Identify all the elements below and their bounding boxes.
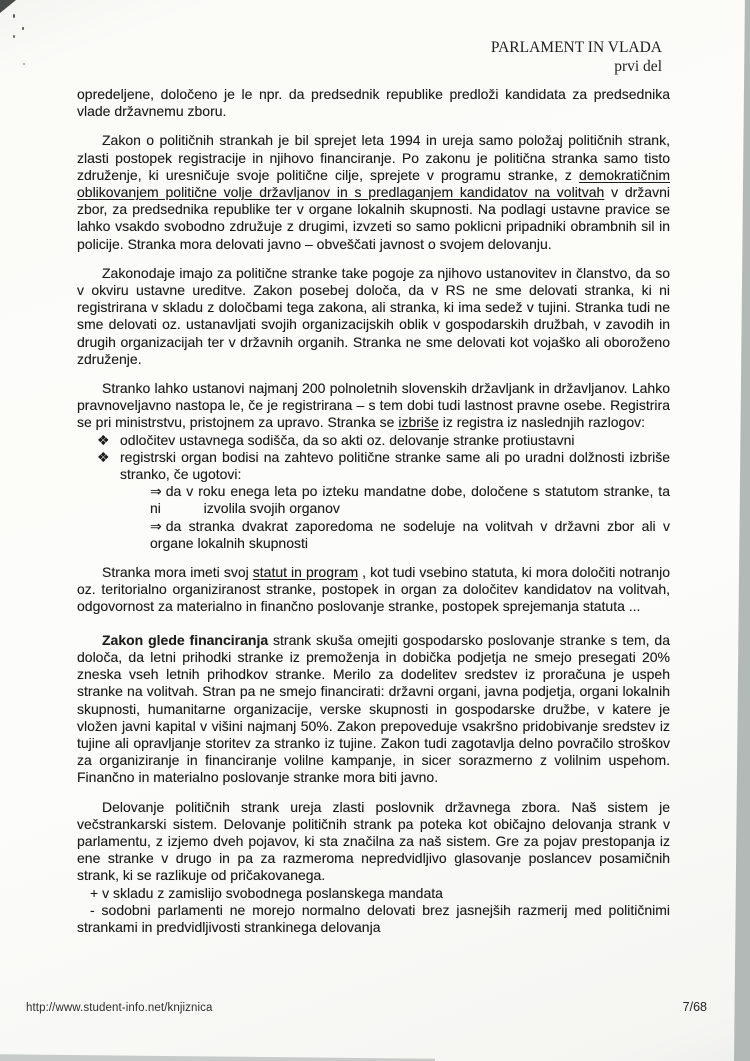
underlined-segment: izbriše [398, 414, 439, 431]
paragraph-intro-continuation: opredeljene, določeno je le npr. da predsednik republike predloži kandidata za predsednika vlade državnemu zboru. [77, 86, 670, 120]
scan-right-edge-artifact [733, 0, 750, 1061]
diamond-bullet-icon: ❖ [97, 431, 110, 448]
text-segment: iz registra iz naslednjih razlogov: [438, 414, 646, 431]
document-part-label: prvi del [614, 58, 662, 75]
underlined-segment: statut in program [252, 564, 359, 581]
paragraph-zakonodaje: Zakonodaje imajo za politične stranke take pogoje za njihovo ustanovitev in članstvo, da so v okviru ustavne ureditve. Zakon posebej določa, da v RS ne sme delovati stranka, ki ni registrirana v skladu z določbami tega zakona, ali stranka, ki ima sedež v tujini. Stranka tudi ne sme delovati oz. ustanavljati svojih organizacijskih oblik v gospodarskih družbah, v zavodih in drugih organizacijah ter v državnih organih. Stranka ne sme delovati kot vojaško ali oboroženo združenje. [77, 264, 670, 367]
list-item-text: odločitev ustavnega sodišča, da so akti oz. delovanje stranke protiustavni [120, 431, 575, 448]
text-segment: Stranka mora imeti svoj [102, 564, 253, 581]
document-body [77, 86, 670, 936]
ink-speck [22, 27, 24, 30]
paragraph-delovanje: Delovanje političnih strank ureja zlasti poslovnik državnega zbora. Naš sistem je večstrankarski sistem. Delovanje političnih strank pa poteka kot običajno delovanja strank v parlamentu, z izjemo dveh pojavov, ki sta značilna za naš sistem. Gre za pojav prestopanja iz ene stranke v drugo in pa za razmeroma nepredvidljivo glasovanje poslancev posamičnih strank, ki se razlikuje od pričakovanega. [77, 798, 670, 884]
scan-corner-artifact [0, 0, 16, 13]
double-arrow-icon: ⇒ [150, 483, 162, 500]
paragraph-ustanovitev [77, 380, 670, 432]
diamond-bullet-icon: ❖ [97, 448, 110, 465]
page-number: 7/68 [682, 1000, 707, 1014]
document-title: PARLAMENT IN VLADA [490, 39, 662, 56]
text-segment: Stranko lahko ustanovi najmanj 200 polnoletnih slovenskih državljank in državljanov. Lahko pravnoveljavno nastopa le, če je registrirana – s tem dobi tudi lastnost pravne osebe. Registrira se pri ministrstvu, pristojnem za upravo. Stranka se [77, 380, 670, 431]
ink-speck [23, 63, 25, 65]
paragraph-statut [77, 564, 670, 616]
text-segment: Zakon o političnih strankah je bil sprejet leta 1994 in ureja samo položaj političnih strank, zlasti postopek registracije in njihovo financiranje. Po zakonu je politična stranka samo tisto združenje, ki uresničuje svoje politične cilje, sprejete v programu stranke, z [77, 132, 670, 183]
sub-list-item-text: da v roku enega leta po izteku mandatne dobe, določene s statutom stranke, ta ni izvolila svojih organov [150, 483, 670, 517]
footer-source-url: http://www.student-info.net/knjiznica [26, 1002, 213, 1014]
plus-note-line: + v skladu z zamislijo svobodnega poslanskega mandata [90, 884, 443, 901]
list-item [97, 449, 670, 483]
ink-speck [13, 35, 15, 38]
scan-bottom-edge-artifact [0, 1052, 435, 1061]
minus-note-line: - sodobni parlamenti ne morejo normalno delovati brez jasnejših razmerij med političnimi strankami in predvidljivosti strankinega delovanja [77, 901, 670, 935]
page-header [491, 38, 662, 76]
ink-speck [13, 14, 15, 18]
list-item [97, 432, 670, 449]
underlined-segment: demokratičnim oblikovanjem politične volje državljanov in s predlaganjem kandidatov na volitvah [77, 166, 670, 201]
bold-lead-segment: Zakon glede financiranja [102, 631, 269, 648]
sub-list-item [150, 518, 670, 552]
paragraph-financiranje [77, 632, 670, 787]
list-item-text: registrski organ bodisi na zahtevo politične stranke same ali po uradni dolžnosti izbriše stranko, če ugotovi: [120, 448, 670, 483]
text-segment: strank skuša omejiti gospodarsko poslovanje stranke s tem, da določa, da letni prihodki stranke iz premoženja in dobička podjetja ne smejo presegati 20% zneska vseh letnih prihodkov stranke. Merilo za dodelitev sredstev iz proračuna je uspeh stranke na volitvah. Stran pa ne smejo financirati: državni organi, javna podjetja, organi lokalnih skupnosti, humanitarne organizacije, verske skupnosti in gospodarske družbe, v katere je vložen javni kapital v višini najmanj 50%. Zakon prepoveduje vsakršno pridobivanje sredstev iz tujine ali opravljanje storitev za stranko iz tujine. Zakon tudi zagotavlja delno povračilo stroškov za organiziranje in financiranje volilne kampanje, in sicer sorazmerno z volilnim uspehom. Finančno in materialno poslovanje stranke mora biti javno. [77, 631, 670, 786]
paragraph-zakon-1994 [77, 132, 670, 252]
double-arrow-icon: ⇒ [150, 517, 162, 534]
sub-list-item [150, 483, 670, 517]
sub-list-item-text: da stranka dvakrat zaporedoma ne sodeluje na volitvah v državni zbor ali v organe lokalnih skupnosti [150, 517, 670, 551]
text-segment: v državni zbor, za predsednika republike ter v organe lokalnih skupnosti. Na podlagi ustavne pravice se lahko vsakdo svobodno združuje z drugimi, izvzeti so samo poklicni pripadniki obrambnih sil in policije. Stranka mora delovati javno – obveščati javnost o svojem delovanju. [77, 184, 670, 252]
text-segment: , kot tudi vsebino statuta, ki mora določiti notranjo oz. teritorialno organiziranost stranke, postopek in organ za določitev kandidatov na volitvah, odgovornost za materialno in finančno poslovanje stranke, postopek sprejemanja statuta ... [77, 564, 670, 615]
reason-list [97, 432, 670, 484]
